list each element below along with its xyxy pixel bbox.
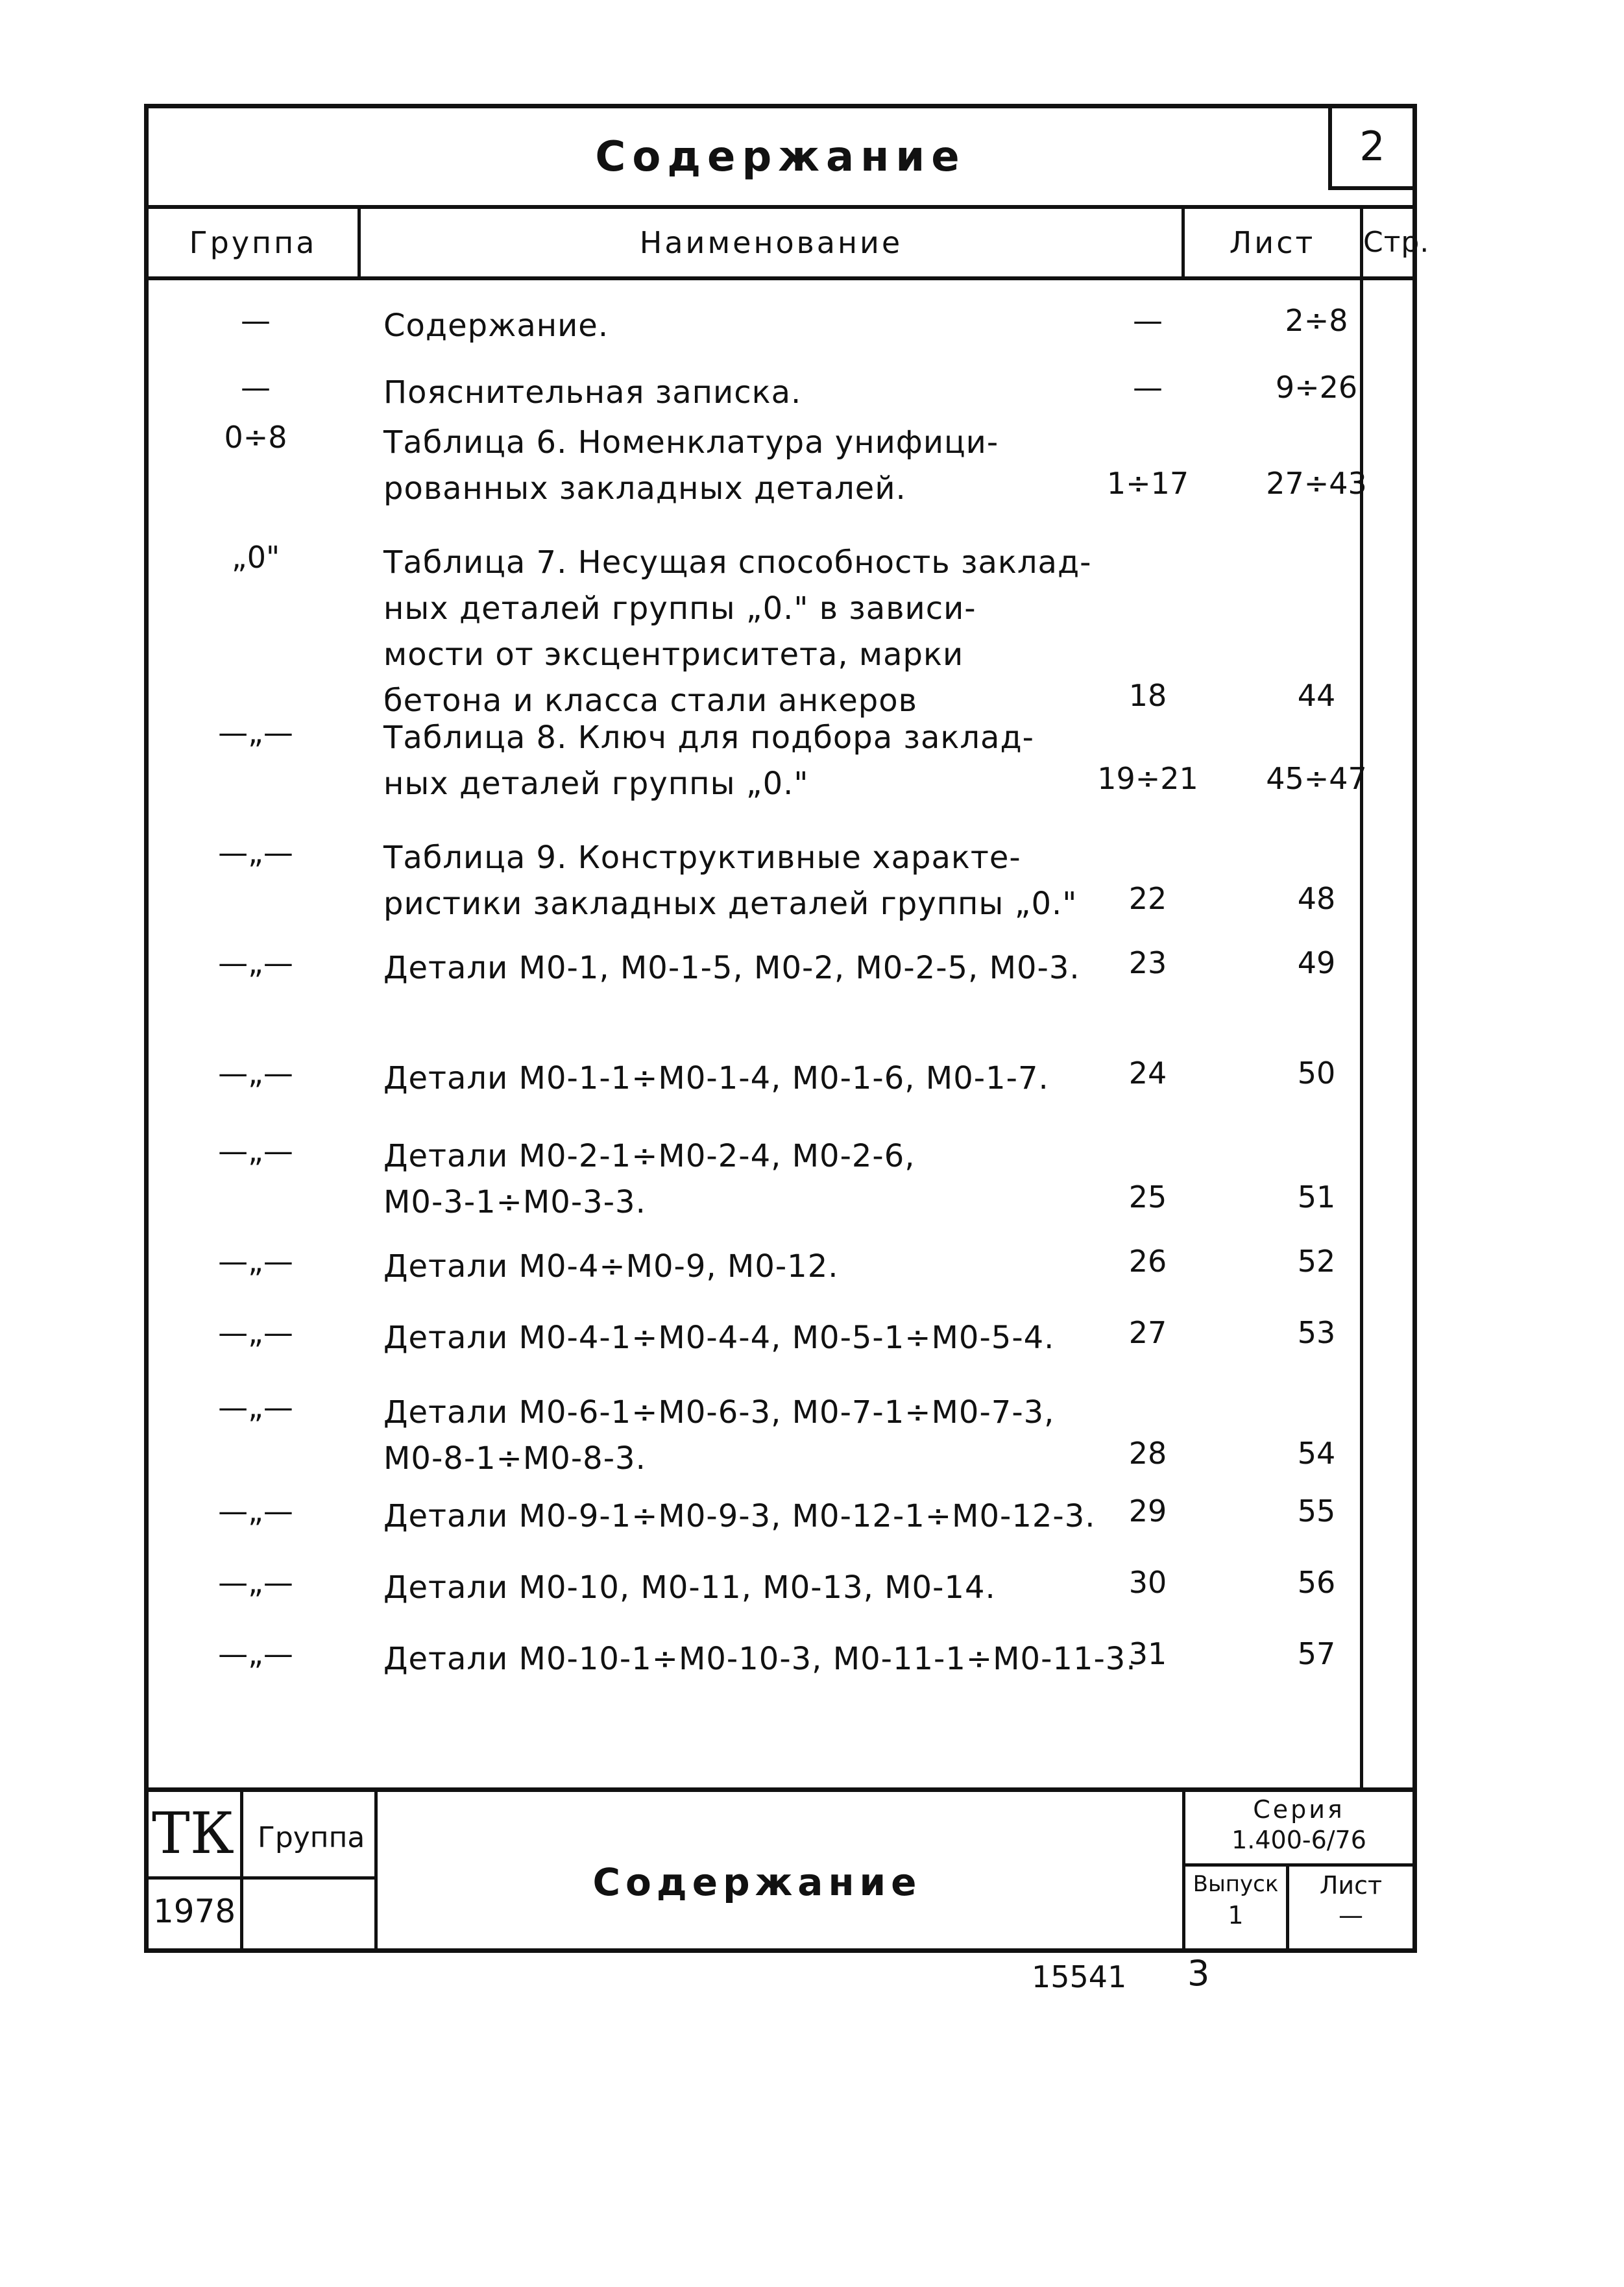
col-header-name: Наименование xyxy=(639,225,903,260)
row-sheet: 1÷17 xyxy=(1106,466,1189,501)
row-group: —„— xyxy=(218,1494,293,1529)
col-header-group: Группа xyxy=(189,225,317,260)
row-sheet: 28 xyxy=(1128,1436,1167,1471)
row-name: Пояснительная записка. xyxy=(383,374,802,411)
row-page: 54 xyxy=(1297,1436,1336,1471)
row-page: 27÷43 xyxy=(1266,466,1367,501)
row-page: 9÷26 xyxy=(1275,370,1358,405)
series-label: Серия xyxy=(1253,1795,1345,1824)
contents-table-frame xyxy=(144,104,1430,1953)
page-number-box: 2 xyxy=(1328,108,1412,190)
row-sheet: — xyxy=(1133,370,1163,405)
row-sheet: 23 xyxy=(1128,945,1167,980)
row-name: Детали М0-1, М0-1-5, М0-2, М0-2-5, М0-3. xyxy=(383,950,1080,986)
stamp-sheet-label: Лист xyxy=(1319,1871,1383,1900)
series-value: 1.400-6/76 xyxy=(1231,1826,1366,1854)
row-page: 52 xyxy=(1297,1244,1336,1279)
row-page: 55 xyxy=(1297,1494,1336,1529)
row-group: —„— xyxy=(218,835,293,870)
row-page: 2÷8 xyxy=(1285,303,1348,338)
row-name: Детали М0-1-1÷М0-1-4, М0-1-6, М0-1-7. xyxy=(383,1060,1049,1096)
row-group: —„— xyxy=(218,1056,293,1091)
inventory-number: 15541 xyxy=(1032,1959,1127,1994)
footer-page-number: 3 xyxy=(1187,1953,1210,1994)
row-group: —„— xyxy=(218,1315,293,1350)
col-header-sheet: Лист xyxy=(1229,225,1316,260)
row-name: Таблица 8. Ключ для подбора заклад- ных деталей группы „0." xyxy=(383,720,1034,802)
row-group: — xyxy=(241,303,271,338)
row-page: 44 xyxy=(1297,678,1336,713)
row-name: Детали М0-2-1÷М0-2-4, М0-2-6, М0-3-1÷М0-3-3. xyxy=(383,1138,915,1220)
row-sheet: 26 xyxy=(1128,1244,1167,1279)
row-name: Детали М0-10, М0-11, М0-13, М0-14. xyxy=(383,1569,996,1606)
row-page: 48 xyxy=(1297,881,1336,916)
stamp-group-label: Группа xyxy=(258,1821,365,1854)
row-page: 45÷47 xyxy=(1266,761,1367,796)
page-title: Содержание xyxy=(595,133,966,181)
column-divider xyxy=(1182,209,1185,280)
row-page: 51 xyxy=(1297,1180,1336,1215)
row-sheet: 30 xyxy=(1128,1565,1167,1600)
row-name: Таблица 6. Номенклатура унифици- рованных закладных деталей. xyxy=(383,424,999,507)
row-sheet: — xyxy=(1133,303,1163,338)
col-header-page: Стр. xyxy=(1363,226,1430,259)
row-page: 53 xyxy=(1297,1315,1336,1350)
title-bar xyxy=(149,108,1412,209)
row-name: Таблица 9. Конструктивные характе- ристики закладных деталей группы „0." xyxy=(383,840,1078,922)
row-sheet: 19÷21 xyxy=(1097,761,1198,796)
row-group: —„— xyxy=(218,945,293,980)
row-name: Детали М0-10-1÷М0-10-3, М0-11-1÷М0-11-3. xyxy=(383,1641,1137,1677)
title-block-stamp xyxy=(144,1787,1417,1953)
row-group: „0" xyxy=(231,540,280,575)
issue-value: 1 xyxy=(1228,1901,1244,1930)
column-divider xyxy=(1360,209,1363,1792)
row-sheet: 24 xyxy=(1128,1056,1167,1091)
row-group: — xyxy=(241,370,271,405)
stamp-title: Содержание xyxy=(592,1860,922,1904)
row-name: Детали М0-4÷М0-9, М0-12. xyxy=(383,1248,839,1285)
row-page: 50 xyxy=(1297,1056,1336,1091)
row-name: Детали М0-6-1÷М0-6-3, М0-7-1÷М0-7-3, М0-8-1÷М0-8-3. xyxy=(383,1394,1055,1477)
row-page: 57 xyxy=(1297,1636,1336,1671)
row-name: Содержание. xyxy=(383,308,609,344)
row-sheet: 22 xyxy=(1128,881,1167,916)
row-page: 56 xyxy=(1297,1565,1336,1600)
column-divider xyxy=(358,209,361,280)
row-group: —„— xyxy=(218,715,293,750)
row-sheet: 29 xyxy=(1128,1494,1167,1529)
row-group: —„— xyxy=(218,1636,293,1671)
row-group: —„— xyxy=(218,1133,293,1168)
row-group: —„— xyxy=(218,1390,293,1425)
row-name: Таблица 7. Несущая способность заклад- ных деталей группы „0." в зависи- мости от эксцентриситета, марки бетона и класса стали анкеров xyxy=(383,544,1092,719)
row-name: Детали М0-4-1÷М0-4-4, М0-5-1÷М0-5-4. xyxy=(383,1320,1055,1356)
row-group: 0÷8 xyxy=(224,420,287,455)
row-group: —„— xyxy=(218,1244,293,1279)
row-name: Детали М0-9-1÷М0-9-3, М0-12-1÷М0-12-3. xyxy=(383,1498,1096,1534)
issue-label: Выпуск xyxy=(1193,1871,1279,1897)
row-sheet: 31 xyxy=(1128,1636,1167,1671)
row-group: —„— xyxy=(218,1565,293,1600)
row-sheet: 27 xyxy=(1128,1315,1167,1350)
org-code: ТК xyxy=(152,1800,234,1867)
row-sheet: 25 xyxy=(1128,1180,1167,1215)
table-header xyxy=(149,209,1430,280)
year: 1978 xyxy=(153,1893,236,1930)
row-sheet: 18 xyxy=(1128,678,1167,713)
row-page: 49 xyxy=(1297,945,1336,980)
stamp-sheet-value: — xyxy=(1339,1901,1363,1930)
